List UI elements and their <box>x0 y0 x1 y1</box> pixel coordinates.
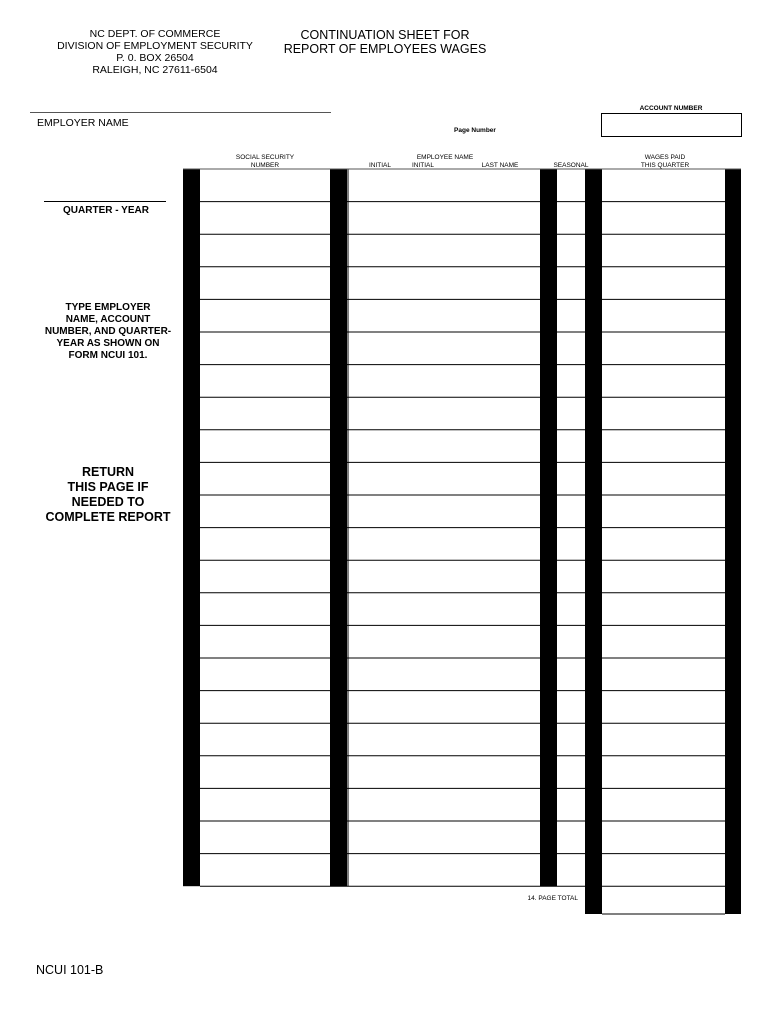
quarter-year-label: QUARTER - YEAR <box>63 205 149 216</box>
column-header-initial-2: INITIAL <box>411 162 435 169</box>
return-note-line-2: THIS PAGE IF <box>67 480 149 494</box>
column-divider-bar-1 <box>183 169 200 886</box>
return-note-line-1: RETURN <box>81 465 135 479</box>
agency-line-4: RALEIGH, NC 27611-6504 <box>92 64 218 76</box>
form-id: NCUI 101-B <box>36 963 104 977</box>
column-header-wages-line-1: WAGES PAID <box>644 154 686 161</box>
column-header-ssn-line-1: SOCIAL SECURITY <box>235 154 295 161</box>
employer-name-label: EMPLOYER NAME <box>37 117 129 129</box>
page-number-label: Page Number <box>454 127 496 134</box>
form-title-line-2: REPORT OF EMPLOYEES WAGES <box>283 42 487 56</box>
instructions-line-4: YEAR AS SHOWN ON <box>56 338 160 349</box>
agency-line-3: P. 0. BOX 26504 <box>116 52 194 64</box>
column-divider-bar-5 <box>725 169 741 914</box>
instructions-line-2: NAME, ACCOUNT <box>65 314 151 325</box>
instructions-line-3: NUMBER, AND QUARTER- <box>44 326 172 337</box>
form-title-line-1: CONTINUATION SHEET FOR <box>300 28 470 42</box>
account-number-label: ACCOUNT NUMBER <box>639 105 703 112</box>
column-divider-bar-4 <box>585 169 602 914</box>
column-header-ssn-line-2: NUMBER <box>250 162 280 169</box>
column-header-employee-name: EMPLOYEE NAME <box>416 154 474 161</box>
column-header-wages-line-2: THIS QUARTER <box>640 162 690 169</box>
instructions-line-1: TYPE EMPLOYER <box>65 302 151 313</box>
page-total-label: 14. PAGE TOTAL <box>527 895 578 902</box>
column-header-last-name: LAST NAME <box>481 162 519 169</box>
instructions-line-5: FORM NCUI 101. <box>68 350 148 361</box>
column-header-initial-1: INITIAL <box>368 162 392 169</box>
agency-line-1: NC DEPT. OF COMMERCE <box>89 28 221 40</box>
return-note-line-3: NEEDED TO <box>71 495 145 509</box>
agency-line-2: DIVISION OF EMPLOYMENT SECURITY <box>57 40 253 52</box>
page-total-field <box>602 886 725 914</box>
return-note-line-4: COMPLETE REPORT <box>45 510 171 524</box>
column-header-seasonal: SEASONAL <box>553 162 589 169</box>
